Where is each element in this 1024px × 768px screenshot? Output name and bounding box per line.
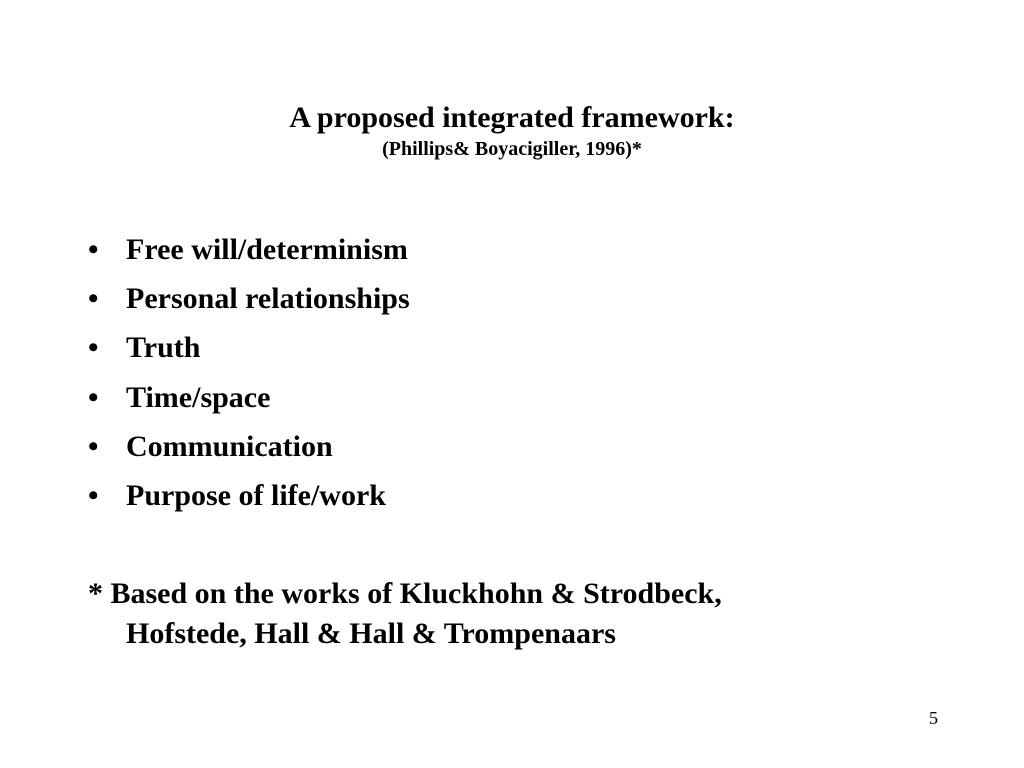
bullet-text: Time/space: [126, 380, 271, 414]
footnote-line-2: Hofstede, Hall & Hall & Trompenaars: [126, 617, 616, 650]
bullet-icon: •: [88, 233, 99, 266]
bullet-item: [88, 277, 410, 326]
bullet-item: [88, 376, 410, 425]
bullet-icon: •: [88, 380, 99, 414]
bullet-icon: •: [88, 429, 99, 463]
slide-title: A proposed integrated framework:: [289, 101, 735, 134]
bullet-icon: •: [88, 282, 99, 316]
title-block: [0, 100, 1024, 162]
bullet-text: Personal relationships: [126, 282, 410, 316]
bullet-text: Purpose of life/work: [126, 478, 386, 512]
bullet-item: [88, 228, 410, 277]
page-number: 5: [929, 708, 938, 728]
bullet-list: [88, 228, 410, 523]
footnote-line-1: * Based on the works of Kluckhohn & Strodbeck,: [88, 577, 722, 610]
bullet-item: [88, 326, 410, 375]
footnote: [88, 574, 948, 654]
bullet-item: [88, 474, 410, 523]
bullet-text: Free will/determinism: [126, 233, 408, 266]
bullet-text: Truth: [126, 331, 201, 365]
bullet-icon: •: [88, 478, 99, 512]
bullet-icon: •: [88, 331, 99, 365]
slide-subtitle: (Phillips& Boyacigiller, 1996)*: [382, 138, 642, 160]
bullet-item: [88, 425, 410, 474]
bullet-text: Communication: [126, 429, 333, 463]
